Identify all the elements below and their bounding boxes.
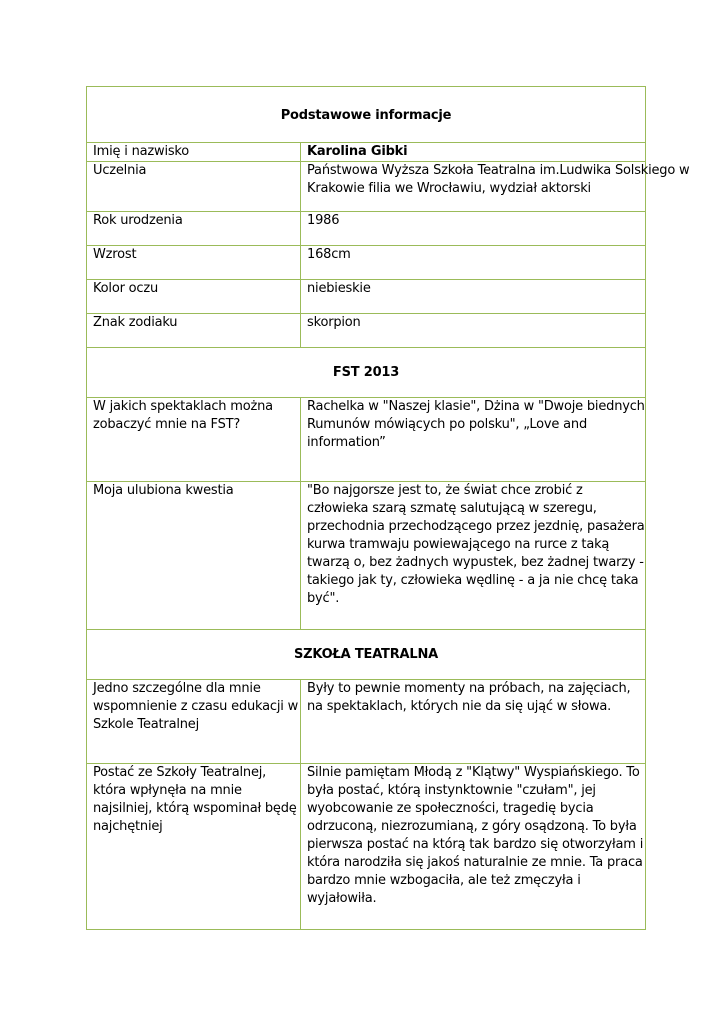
section-header-basic xyxy=(87,87,646,143)
section-header-school xyxy=(87,630,646,680)
row-value-line: Państwowa Wyższa Szkoła Teatralna im.Ludwika Solskiego w xyxy=(307,163,690,178)
table-row xyxy=(87,212,646,246)
row-label: Kolor oczu xyxy=(87,280,301,314)
table-row xyxy=(87,482,646,630)
row-label: W jakich spektaklach można zobaczyć mnie na FST? xyxy=(87,398,301,482)
row-label: Znak zodiaku xyxy=(87,314,301,348)
row-label: Postać ze Szkoły Teatralnej, która wpłynęła na mnie najsilniej, którą wspominał będę najchętniej xyxy=(87,764,301,930)
row-value: Rachelka w "Naszej klasie", Dżina w "Dwoje biednych Rumunów mówiących po polsku", „Love and information” xyxy=(301,398,646,482)
row-value: 1986 xyxy=(301,212,646,246)
table-row xyxy=(87,314,646,348)
section-title: SZKOŁA TEATRALNA xyxy=(87,630,646,680)
row-value-line: Krakowie filia we Wrocławiu, wydział aktorski xyxy=(307,181,591,196)
row-value: "Bo najgorsze jest to, że świat chce zrobić z człowieka szarą szmatę salutującą w szeregu, przechodnia przechodzącego przez jezdnię, pasażera kurwa tramwaju powiewającego na rurce z taką twarzą o, bez żadnych wypustek, bez żadnej twarzy - takiego jak ty, człowieka wędlinę - a ja nie chcę taka być". xyxy=(301,482,646,630)
row-label: Wzrost xyxy=(87,246,301,280)
table-row xyxy=(87,398,646,482)
row-value: Karolina Gibki xyxy=(301,143,646,162)
row-value: Silnie pamiętam Młodą z "Klątwy" Wyspiańskiego. To była postać, którą instynktownie "czułam", jej wyobcowanie ze społeczności, tragedię bycia odrzuconą, niezrozumianą, z góry osądzoną. To była pierwsza postać na którą tak bardzo się otworzyłam i która narodziła się jakoś naturalnie ze mnie. Ta praca bardzo mnie wzbogaciła, ale też zmęczyła i wyjałowiła. xyxy=(301,764,646,930)
table-row xyxy=(87,143,646,162)
row-value xyxy=(301,162,690,212)
profile-table xyxy=(86,86,690,930)
section-header-fst xyxy=(87,348,646,398)
section-title: Podstawowe informacje xyxy=(87,87,646,143)
row-label: Moja ulubiona kwestia xyxy=(87,482,301,630)
row-value: skorpion xyxy=(301,314,646,348)
table-row xyxy=(87,680,646,764)
table-row xyxy=(87,246,646,280)
row-label: Imię i nazwisko xyxy=(87,143,301,162)
table-row xyxy=(87,280,646,314)
row-label: Rok urodzenia xyxy=(87,212,301,246)
table-row xyxy=(87,764,646,930)
row-label: Uczelnia xyxy=(87,162,301,212)
row-value: niebieskie xyxy=(301,280,646,314)
row-value: Były to pewnie momenty na próbach, na zajęciach, na spektaklach, których nie da się ująć w słowa. xyxy=(301,680,646,764)
table-row xyxy=(87,162,646,212)
section-title: FST 2013 xyxy=(87,348,646,398)
row-label: Jedno szczególne dla mnie wspomnienie z czasu edukacji w Szkole Teatralnej xyxy=(87,680,301,764)
row-value: 168cm xyxy=(301,246,646,280)
